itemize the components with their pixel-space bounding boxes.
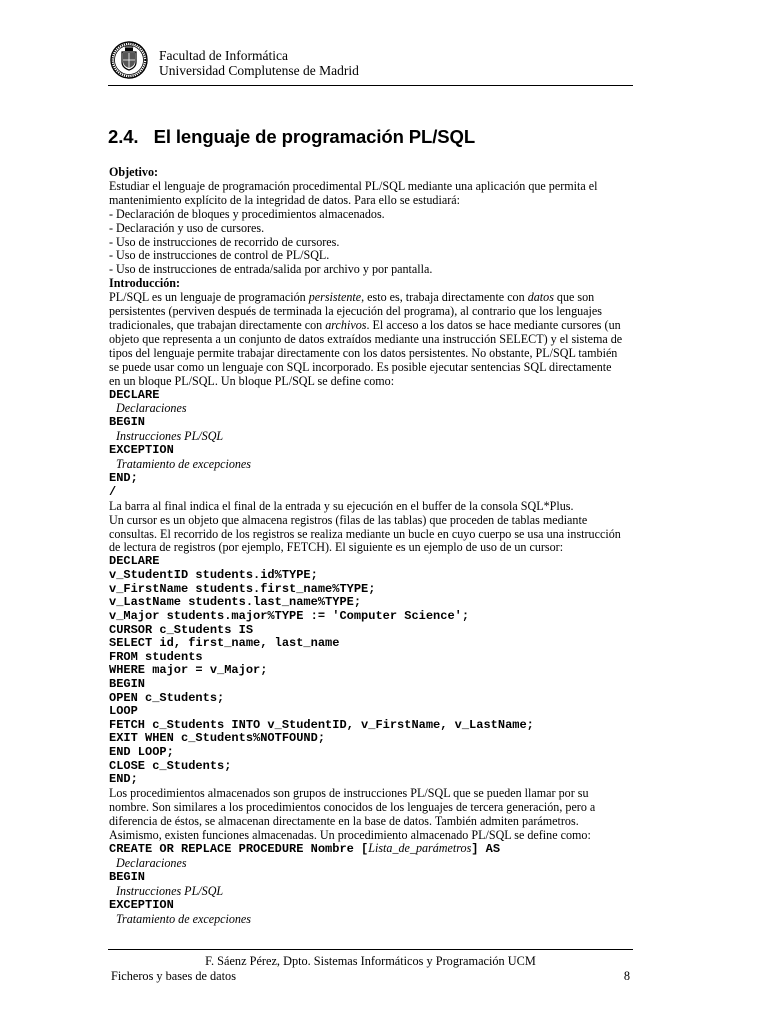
- code-line: END LOOP;: [109, 745, 174, 759]
- text-line: Los procedimientos almacenados son grupos de instrucciones PL/SQL que se pueden llamar por su: [109, 785, 589, 800]
- code-line: END;: [109, 772, 138, 787]
- text-line: - Declaración y uso de cursores.: [109, 220, 265, 235]
- text-line: - Uso de instrucciones de recorrido de cursores.: [109, 234, 340, 249]
- italic-term: Lista_de_parámetros: [368, 841, 472, 856]
- code-line: SELECT id, first_name, last_name: [109, 636, 340, 651]
- code-keyword-line: DECLARE: [109, 387, 160, 402]
- text-line: nombre. Son similares a los procedimientos conocidos de los lenguajes de tercera generación, pero a: [109, 799, 596, 814]
- subheading: Introducción:: [109, 276, 181, 291]
- text-line: de lectura de registros (por ejemplo, FETCH). El siguiente es un ejemplo de uso de un cursor:: [109, 540, 564, 555]
- placeholder-line: Declaraciones: [116, 401, 187, 416]
- text-line: objeto que representa a un conjunto de datos extraídos mediante una instrucción SELECT) y el sistema de: [109, 331, 623, 346]
- text-line: Un cursor es un objeto que almacena registros (filas de las tablas) que proceden de tablas mediante: [109, 512, 588, 527]
- code-keyword: CREATE OR REPLACE PROCEDURE Nombre [: [109, 842, 369, 857]
- code-keyword-line: EXCEPTION: [109, 443, 174, 458]
- footer-course: Ficheros y bases de datos: [111, 969, 236, 983]
- text-line: mantenimiento explícito de la integridad de datos. Para ello se estudiará:: [109, 192, 460, 207]
- code-line: CURSOR c_Students IS: [109, 622, 254, 637]
- text-span: . El acceso a los datos se hace mediante cursores (un: [366, 317, 621, 332]
- text-span: PL/SQL es un lenguaje de programación: [109, 290, 309, 305]
- italic-term: persistente: [308, 290, 362, 305]
- code-line: FETCH c_Students INTO v_StudentID, v_FirstName, v_LastName;: [109, 717, 534, 732]
- text-span: que son: [553, 290, 595, 305]
- text-line: persistentes (perviven después de terminada la ejecución del programa), al contrario que los lenguajes: [109, 304, 602, 319]
- code-line: v_StudentID students.id%TYPE;: [109, 568, 318, 583]
- code-line: v_FirstName students.first_name%TYPE;: [109, 581, 376, 596]
- text-line: - Uso de instrucciones de control de PL/SQL.: [109, 248, 330, 263]
- code-line: v_LastName students.last_name%TYPE;: [109, 595, 362, 610]
- placeholder-line: Instrucciones PL/SQL: [116, 429, 224, 444]
- placeholder-line: Declaraciones: [116, 856, 187, 871]
- text-span: tradicionales, que trabajan directamente con: [109, 317, 326, 332]
- code-keyword-line: DECLARE: [109, 554, 160, 569]
- document-body: [109, 166, 634, 927]
- text-line: La barra al final indica el final de la entrada y su ejecución en el buffer de la consola SQL*Plus.: [109, 498, 574, 513]
- text-line: [109, 842, 634, 857]
- footer-author: F. Sáenz Pérez, Dpto. Sistemas Informáticos y Programación UCM: [205, 954, 536, 968]
- italic-term: archivos: [325, 317, 367, 332]
- text-line: se puede usar como un lenguaje con SQL incorporado. Es posible ejecutar sentencias SQL directamente: [109, 359, 612, 374]
- code-keyword-line: END;: [109, 470, 138, 485]
- code-line: OPEN c_Students;: [109, 690, 225, 705]
- code-line: FROM students: [109, 649, 203, 664]
- page-number: 8: [623, 969, 630, 983]
- text-line: - Uso de instrucciones de entrada/salida por archivo y por pantalla.: [109, 262, 433, 277]
- text-line: en un bloque PL/SQL. Un bloque PL/SQL se define como:: [109, 373, 395, 388]
- faculty-name: Facultad de Informática: [159, 48, 288, 63]
- text-span: , esto es, trabaja directamente con: [361, 290, 528, 305]
- text-line: consultas. El recorrido de los registros se realiza mediante un bucle en cuyo cuerpo se usa una instrucción: [109, 526, 621, 541]
- placeholder-line: Instrucciones PL/SQL: [116, 884, 224, 899]
- subheading: Objetivo:: [109, 165, 159, 179]
- page-footer: [108, 949, 633, 983]
- italic-term: datos: [527, 290, 554, 305]
- code-line: v_Major students.major%TYPE := 'Computer Science';: [109, 609, 470, 624]
- code-line: WHERE major = v_Major;: [109, 663, 268, 678]
- code-line: LOOP: [109, 704, 138, 719]
- placeholder-line: Tratamiento de excepciones: [116, 911, 252, 926]
- text-line: tipos del lenguaje permite trabajar directamente con los datos persistentes. No obstante, PL/SQL también: [109, 345, 618, 360]
- code-line: CLOSE c_Students;: [109, 758, 232, 773]
- code-keyword: ] AS: [471, 842, 501, 857]
- section-title: 2.4. El lenguaje de programación PL/SQL: [108, 126, 476, 147]
- page-header: [108, 40, 633, 86]
- text-line: - Declaración de bloques y procedimientos almacenados.: [109, 206, 385, 221]
- code-keyword-line: BEGIN: [109, 415, 146, 430]
- university-name: Universidad Complutense de Madrid: [159, 63, 359, 78]
- code-keyword-line: BEGIN: [109, 870, 146, 885]
- text-line: Asimismo, existen funciones almacenadas. Un procedimiento almacenado PL/SQL se define como:: [109, 827, 591, 842]
- text-line: Estudiar el lenguaje de programación procedimental PL/SQL mediante una aplicación que permita el: [109, 178, 598, 193]
- text-line: [109, 319, 634, 333]
- code-keyword-line: EXCEPTION: [109, 898, 174, 913]
- text-line: diferencia de éstos, se almacenan directamente en la base de datos. También admiten parámetros.: [109, 813, 579, 828]
- university-seal-icon: [110, 40, 148, 80]
- text-line: [109, 291, 634, 305]
- placeholder-line: Tratamiento de excepciones: [116, 457, 252, 472]
- code-line: BEGIN: [109, 677, 146, 692]
- code-line: EXIT WHEN c_Students%NOTFOUND;: [109, 731, 326, 746]
- code-keyword-line: /: [109, 484, 117, 499]
